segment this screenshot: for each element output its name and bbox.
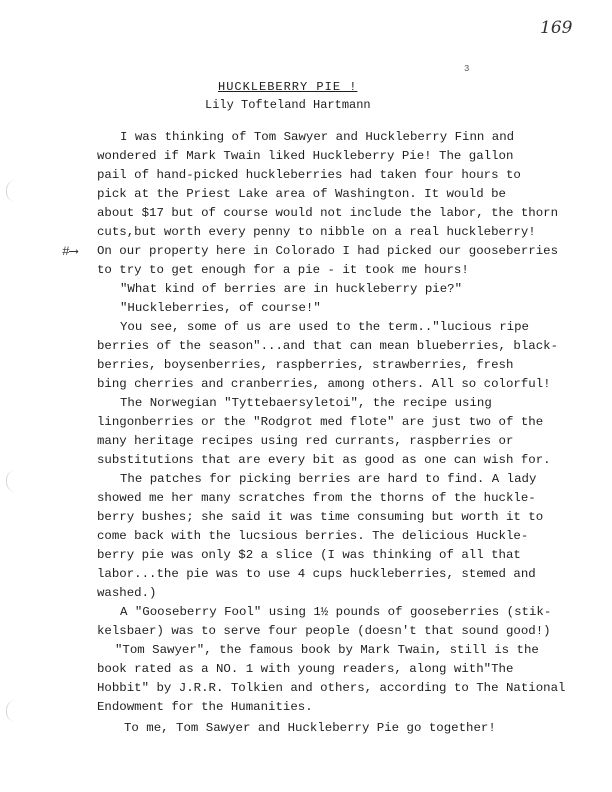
text-line: showed me her many scratches from the thorns of the huckle- <box>97 491 536 505</box>
binder-hole <box>6 470 17 492</box>
text-line: To me, Tom Sawyer and Huckleberry Pie go together! <box>124 721 496 735</box>
text-line: You see, some of us are used to the term.."lucious ripe <box>120 320 529 334</box>
text-line: "What kind of berries are in huckleberry pie?" <box>120 282 463 296</box>
text-line: berry pie was only $2 a slice (I was thinking of all that <box>97 548 521 562</box>
text-line: "Tom Sawyer", the famous book by Mark Twain, still is the <box>115 643 539 657</box>
text-line: substitutions that are every bit as good as one can wish for. <box>97 453 551 467</box>
page-title: HUCKLEBERRY PIE ! <box>218 80 358 94</box>
text-line: bing cherries and cranberries, among others. All so colorful! <box>97 377 551 391</box>
text-line: pail of hand-picked huckleberries had taken four hours to <box>97 168 521 182</box>
text-line: book rated as a NO. 1 with young readers, along with"The <box>97 662 514 676</box>
binder-hole <box>6 180 17 202</box>
text-line: A "Gooseberry Fool" using 1½ pounds of gooseberries (stik- <box>120 605 552 619</box>
text-line: "Huckleberries, of course!" <box>120 301 321 315</box>
text-line: berries of the season"...and that can mean blueberries, black- <box>97 339 559 353</box>
text-line: about $17 but of course would not include the labor, the thorn <box>97 206 559 220</box>
text-line: kelsbaer) was to serve four people (doesn't that sound good!) <box>97 624 551 638</box>
text-line: Hobbit" by J.R.R. Tolkien and others, according to The National <box>97 681 566 695</box>
text-line: The patches for picking berries are hard to find. A lady <box>120 472 537 486</box>
margin-arrow-icon: #⟶ <box>62 244 78 259</box>
text-line: cuts,but worth every penny to nibble on a real huckleberry! <box>97 225 536 239</box>
text-line: wondered if Mark Twain liked Huckleberry Pie! The gallon <box>97 149 514 163</box>
text-line: On our property here in Colorado I had picked our gooseberries <box>97 244 559 258</box>
text-line: to try to get enough for a pie - it took me hours! <box>97 263 469 277</box>
text-line: washed.) <box>97 586 157 600</box>
text-line: Endowment for the Humanities. <box>97 700 313 714</box>
text-line: many heritage recipes using red currants, raspberries or <box>97 434 514 448</box>
text-line: come back with the lucsious berries. The delicious Huckle- <box>97 529 529 543</box>
text-line: The Norwegian "Tyttebaersyletoi", the recipe using <box>120 396 492 410</box>
margin-mark: 3 <box>464 64 470 74</box>
text-line: pick at the Priest Lake area of Washington. It would be <box>97 187 506 201</box>
page-number: 169 <box>540 18 573 38</box>
text-line: berries, boysenberries, raspberries, strawberries, fresh <box>97 358 514 372</box>
binder-hole <box>6 700 17 722</box>
author-line: Lily Tofteland Hartmann <box>205 98 371 112</box>
text-line: I was thinking of Tom Sawyer and Huckleberry Finn and <box>120 130 515 144</box>
text-line: lingonberries or the "Rodgrot med flote" are just two of the <box>97 415 544 429</box>
text-line: labor...the pie was to use 4 cups huckleberries, stemed and <box>97 567 536 581</box>
text-line: berry bushes; she said it was time consuming but worth it to <box>97 510 544 524</box>
